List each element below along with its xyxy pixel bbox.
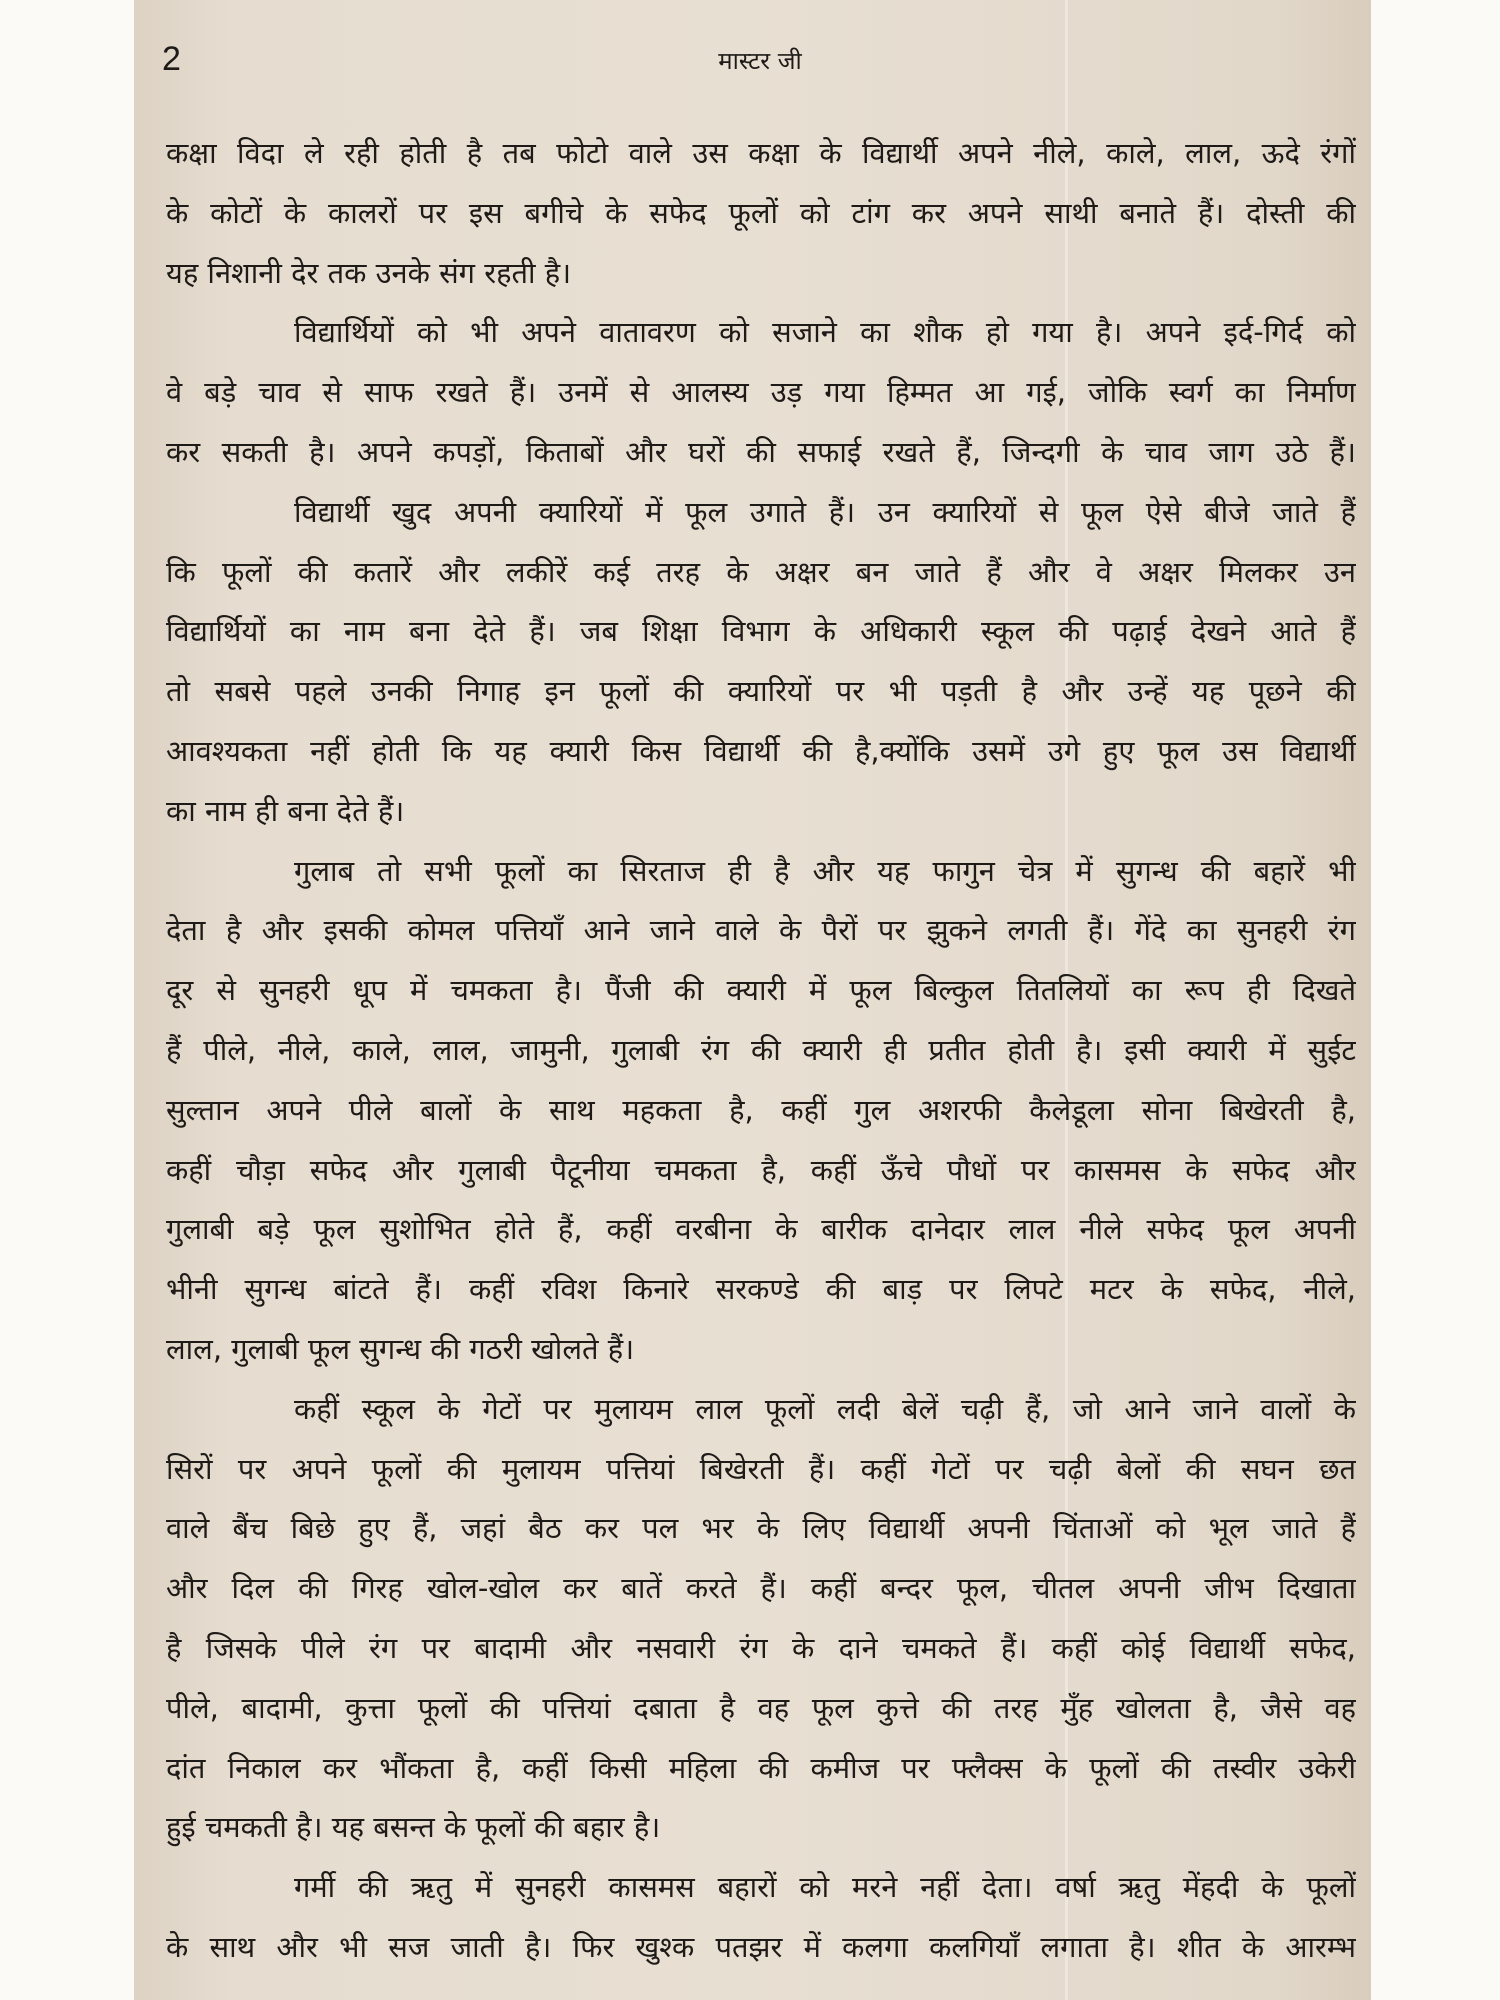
page-number: 2 xyxy=(162,40,181,78)
text-line: कक्षा विदा ले रही होती है तब फोटो वाले उस कक्षा के विद्यार्थी अपने नीले, काले, लाल, ऊदे रंगों xyxy=(166,136,1356,170)
text-line: पीले, बादामी, कुत्ता फूलों की पत्तियां दबाता है वह फूल कुत्ते की तरह मुँह खोलता है, जैसे वह xyxy=(166,1690,1356,1725)
running-title: मास्टर जी xyxy=(718,47,802,75)
text-line: देता है और इसकी कोमल पत्तियाँ आने जाने वाले के पैरों पर झुकने लगती हैं। गेंदे का सुनहरी रंग xyxy=(166,913,1356,948)
text-line: कहीं चौड़ा सफेद और गुलाबी पैटूनीया चमकता है, कहीं ऊँचे पौधों पर कासमस के सफेद और xyxy=(166,1152,1356,1187)
text-line: वाले बैंच बिछे हुए हैं, जहां बैठ कर पल भर के लिए विद्यार्थी अपनी चिंताओं को भूल जाते हैं xyxy=(166,1511,1356,1546)
text-line: के साथ और भी सज जाती है। फिर खुश्क पतझर में कलगा कलगियाँ लगाता है। शीत के आरम्भ xyxy=(166,1929,1356,1964)
text-line: दूर से सुनहरी धूप में चमकता है। पैंजी की क्यारी में फूल बिल्कुल तितलियों का रूप ही दिखते xyxy=(166,973,1356,1008)
text-line: तो सबसे पहले उनकी निगाह इन फूलों की क्यारियों पर भी पड़ती है और उन्हें यह पूछने की xyxy=(166,674,1356,709)
text-line: के कोटों के कालरों पर इस बगीचे के सफेद फूलों को टांग कर अपने साथी बनाते हैं। दोस्ती की xyxy=(166,195,1356,230)
text-line: हुई चमकती है। यह बसन्त के फूलों की बहार है। xyxy=(166,1810,661,1845)
text-line: कि फूलों की कतारें और लकीरें कई तरह के अक्षर बन जाते हैं और वे अक्षर मिलकर उन xyxy=(166,554,1356,589)
text-line: हैं पीले, नीले, काले, लाल, जामुनी, गुलाबी रंग की क्यारी ही प्रतीत होती है। इसी क्यारी में सुईट xyxy=(166,1032,1356,1067)
page-body-text xyxy=(166,124,1356,1978)
text-line: है जिसके पीले रंग पर बादामी और नसवारी रंग के दाने चमकते हैं। कहीं कोई विद्यार्थी सफेद, xyxy=(166,1630,1356,1665)
text-line: और दिल की गिरह खोल-खोल कर बातें करते हैं। कहीं बन्दर फूल, चीतल अपनी जीभ दिखाता xyxy=(166,1571,1356,1606)
text-line: भीनी सुगन्ध बांटते हैं। कहीं रविश किनारे सरकण्डे की बाड़ पर लिपटे मटर के सफेद, नीले, xyxy=(166,1272,1356,1307)
text-line: यह निशानी देर तक उनके संग रहती है। xyxy=(166,255,572,290)
text-line: आवश्यकता नहीं होती कि यह क्यारी किस विद्यार्थी की है,क्योंकि उसमें उगे हुए फूल उस विद्यार्थी xyxy=(166,733,1356,768)
text-line: गुलाबी बड़े फूल सुशोभित होते हैं, कहीं वरबीना के बारीक दानेदार लाल नीले सफेद फूल अपनी xyxy=(166,1212,1356,1247)
paragraph-first-line: गुलाब तो सभी फूलों का सिरताज ही है और यह फागुन चेत्र में सुगन्ध की बहारें भी xyxy=(294,853,1356,888)
paragraph-first-line: विद्यार्थियों को भी अपने वातावरण को सजाने का शौक हो गया है। अपने इर्द-गिर्द को xyxy=(294,315,1356,350)
text-line: वे बड़े चाव से साफ रखते हैं। उनमें से आलस्य उड़ गया हिम्मत आ गई, जोकि स्वर्ग का निर्माण xyxy=(166,375,1356,410)
paragraph-first-line: कहीं स्कूल के गेटों पर मुलायम लाल फूलों लदी बेलें चढ़ी हैं, जो आने जाने वालों के xyxy=(294,1391,1356,1426)
text-line: सुल्तान अपने पीले बालों के साथ महकता है, कहीं गुल अशरफी कैलेडूला सोना बिखेरती है, xyxy=(166,1092,1356,1127)
text-line: का नाम ही बना देते हैं। xyxy=(166,793,405,828)
text-line: दांत निकाल कर भौंकता है, कहीं किसी महिला की कमीज पर फ्लैक्स के फूलों की तस्वीर उकेरी xyxy=(166,1750,1356,1785)
text-line: कर सकती है। अपने कपड़ों, किताबों और घरों की सफाई रखते हैं, जिन्दगी के चाव जाग उठे हैं। xyxy=(166,434,1356,469)
text-line: विद्यार्थियों का नाम बना देते हैं। जब शिक्षा विभाग के अधिकारी स्कूल की पढ़ाई देखने आते हैं xyxy=(166,614,1356,649)
paragraph-first-line: गर्मी की ऋतु में सुनहरी कासमस बहारों को मरने नहीं देता। वर्षा ऋतु मेंहदी के फूलों xyxy=(294,1870,1356,1905)
text-line: लाल, गुलाबी फूल सुगन्ध की गठरी खोलते हैं। xyxy=(166,1331,635,1366)
paragraph-first-line: विद्यार्थी खुद अपनी क्यारियों में फूल उगाते हैं। उन क्यारियों से फूल ऐसे बीजे जाते हैं xyxy=(294,494,1356,529)
text-line: सिरों पर अपने फूलों की मुलायम पत्तियां बिखेरती हैं। कहीं गेटों पर चढ़ी बेलों की सघन छत xyxy=(166,1451,1356,1486)
